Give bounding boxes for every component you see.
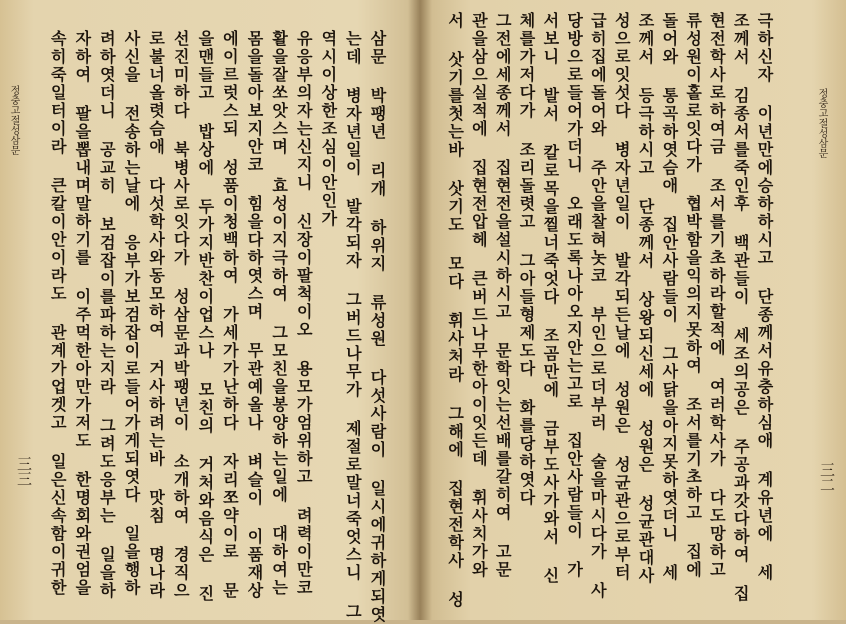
left-page-header: 정충고절성삼문 [8, 85, 19, 155]
text-column: 현전학사로하여금 조서를기초하라할적에 여러학사가 다도망하고 [707, 12, 727, 579]
text-column: 급히집에돌어와 주안을찰혀놋코 부인으로더부러 술을마시다가 사 [588, 12, 608, 600]
text-column: 사신을 전송하는날에 응부가보검잡이로들어가게되엿다 일을행하 [122, 30, 141, 597]
text-column: 체를가저다가 조리돌렷고 그아들형제도다 화를당하엿다 [517, 12, 536, 507]
left-page-number: 三三 [15, 456, 33, 486]
text-column: 삼문 박팽년 리개 하위지 류성원 다섯사람이 일시에귀하게되엿 [368, 30, 387, 624]
text-column: 서보니 발서 칼로목을찔너죽엇다 조곰만에 금부도사가와서 신 [540, 12, 560, 585]
text-column: 돌어와 통곡하엿슴애 집안사람들이 그사닭을아지못하엿더니 세 [659, 12, 679, 582]
text-column: 활을잘쏘앗스며 효성이지극하여 그모친을봉양하는일에 대하여는 [269, 30, 289, 597]
text-column: 당방으로들어가더니 오래도록나아오지안는고로 집안사람들이 가 [564, 12, 584, 579]
text-column: 극하신자 이년만에승하하시고 단종께서유충하심애 계유년에 세 [755, 12, 774, 582]
text-column: 서 삿기를첫는바 삿기도 모다 휘사처라 그해에 집현전학사 성 [445, 12, 465, 609]
text-column: 역시이상한조심이안인가 [318, 30, 338, 228]
text-column: 속히죽일터이라 큰칼이안이라도 관계가업겟고 일은신속함이귀한 [48, 30, 68, 597]
text-column: 려하엿더니 공교히 보검잡이를파하는지라 그려도응부는 일을하 [97, 30, 117, 600]
text-column: 을맨들고 밥상에 두가지반찬이업스나 모친의 거처와음식은 진 [195, 30, 215, 603]
text-column: 선진미하다 북병사로잇다가 성삼문과박팽년이 소개하여 경직으 [171, 30, 191, 600]
left-page [0, 0, 420, 624]
text-column: 류성원이홀로잇다가 협박함을익의지못하여 조서를기초하고 집에 [683, 12, 703, 579]
right-page-number: 三二 [818, 462, 836, 492]
text-column: 몸을돌아보지안코 힘을다하엿스며 무관예올나 벼슬이 이품재상 [245, 30, 264, 600]
right-page-header: 정충고절성삼문 [816, 88, 827, 158]
text-column: 유응부의자는신지니 신장이팔척이오 용모가엄위하고 려력이만코 [294, 30, 314, 597]
right-page [420, 0, 846, 620]
text-column: 관을삼으실적에 집현전압헤 큰버드나무한아이잇든데 휘사치가와 [469, 12, 489, 579]
text-column: 는데 병자년일이 발각되자 그버드나무가 제절로말너죽엇스니 그 [343, 30, 363, 621]
text-column: 그전에세종께서 집현전을설시하시고 문학잇는선배를갈히여 고문 [493, 12, 513, 579]
text-column: 자하여 팔을뽑내며말하기를 이주먹한아만가저도 한명회와권엄을 [72, 30, 92, 597]
text-column: 조께서 김종서를죽인후 백관들이 세조의공은 주공과갓다하여 집 [731, 12, 751, 603]
text-column: 로불너올렷슴애 다섯학사와동모하여 거사하려는바 맛침 명나라 [146, 30, 166, 600]
text-column: 에이르럿스되 성품이청백하여 가세가가난하다 자리쪼약이로 문 [220, 30, 240, 600]
book-gutter [408, 0, 432, 620]
text-column: 성으로잇섯다 병자년일이 발각되든날에 성원은 성균관으로부터 [612, 12, 632, 582]
text-column: 조께서 등극하시고 단종께서 상왕되신세에 성원은 성균관대사 [636, 12, 655, 585]
